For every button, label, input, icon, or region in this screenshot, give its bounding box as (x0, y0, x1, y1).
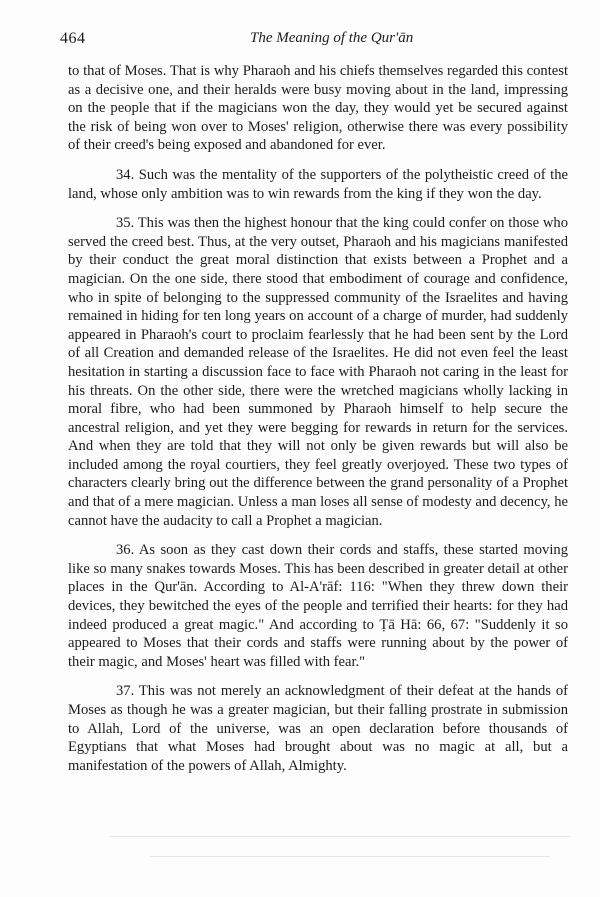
paragraph-note-34: 34. Such was the mentality of the supporters of the polytheistic creed of the land, whose only ambition was to win rewards from the king if they won the day. (68, 166, 568, 202)
page-number: 464 (60, 30, 86, 47)
paragraph-note-35: 35. This was then the highest honour that the king could confer on those who served the creed best. Thus, at the very outset, Pharaoh and his magicians manifested by their conduct the great moral distinction that exists between a Prophet and a magician. On the one side, there stood that embodiment of courage and confidence, who in spite of belonging to the suppressed community of the Israelites and having remained in hiding for ten long years on account of a charge of murder, had suddenly appeared in Pharaoh's court to proclaim fearlessly that he had been sent by the Lord of all Creation and demanded release of the Israelites. He did not even feel the least hesitation in starting a discussion face to face with Pharaoh not caring in the least for his threats. On the other side, there were the wretched magicians wholly lacking in moral fibre, who had been summoned by Pharaoh himself to help secure the ancestral religion, and yet they were begging for rewards in return for the services. And when they are told that they will not only be given rewards but will also be included among the royal courtiers, they feel greatly overjoyed. These two types of characters clearly bring out the difference between the grand personality of a Prophet and that of a mere magician. Unless a man loses all sense of modesty and decency, he cannot have the audacity to call a Prophet a magician. (68, 215, 568, 529)
paragraph-note-36: 36. As soon as they cast down their cords and staffs, these started moving like so many snakes towards Moses. This has been described in greater detail at other places in the Qur'ān. According to Al-A'rāf: 116: "When they threw down their devices, they bewitched the eyes of the people and terrified their hearts: for they had indeed produced a great magic." And according to Ṭā Hā: 66, 67: "Suddenly it so appeared to Moses that their cords and staffs were running about by the power of their magic, and Moses' heart was filled with fear." (68, 542, 568, 670)
paragraph-note-37: 37. This was not merely an acknowledgment of their defeat at the hands of Moses as though he was a greater magician, but their falling prostrate in submission to Allah, Lord of the universe, was an open declaration before thousands of Egyptians that what Moses had brought about was no magic at all, but a manifestation of the powers of Allah, Almighty. (68, 683, 568, 774)
show-through-line (110, 836, 570, 837)
page-header (60, 30, 575, 52)
running-title: The Meaning of the Qur'ān (250, 30, 414, 46)
body-text (68, 62, 568, 786)
show-through-line (150, 856, 550, 857)
paragraph-continuation: to that of Moses. That is why Pharaoh and his chiefs themselves regarded this contest as a decisive one, and their heralds were busy moving about in the land, impressing on the people that if the magicians won the day, they would yet be secured against the risk of being won over to Moses' religion, otherwise there was every possibility of their creed's being exposed and abandoned for ever. (68, 63, 568, 154)
